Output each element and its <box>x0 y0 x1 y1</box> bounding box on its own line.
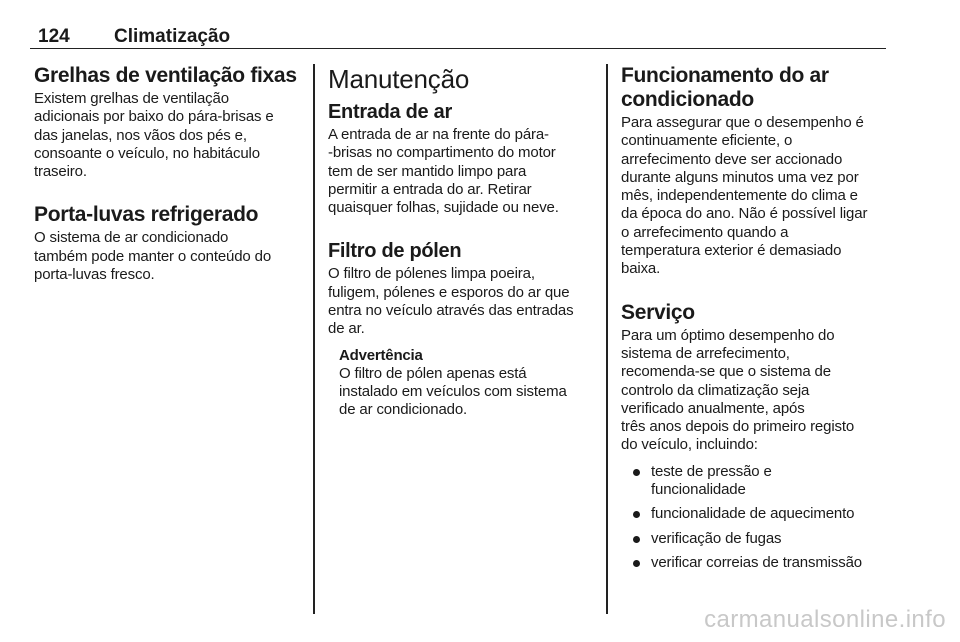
column-3 <box>621 64 891 578</box>
bullet-icon <box>633 511 640 518</box>
list-item: teste de pressão e funcionalidade <box>621 463 891 500</box>
warning-text: O filtro de pólen apenas está instalado em veículos com sistema de ar condicionado. <box>339 364 567 419</box>
heading-funcionamento: Funcionamento do ar condicionado <box>621 64 829 111</box>
list-item: verificação de fugas <box>621 530 891 548</box>
paragraph-filtro-de-polen: O filtro de pólenes limpa poeira, fuligem, pólenes e esporos do ar que entra no veículo através das entradas de ar. <box>328 265 574 338</box>
column-2 <box>328 64 594 420</box>
column-divider-2 <box>606 64 608 614</box>
section-title: Climatização <box>114 26 231 47</box>
heading-manutencao: Manutenção <box>328 64 470 94</box>
heading-servico: Serviço <box>621 300 695 324</box>
bullet-icon <box>633 560 640 567</box>
paragraph-entrada-de-ar: A entrada de ar na frente do pára- -brisas no compartimento do motor tem de ser mantido limpo para permitir a entrada do ar. Retirar quaisquer folhas, sujidade ou neve. <box>328 126 559 217</box>
watermark: carmanualsonline.info <box>704 606 946 633</box>
column-divider-1 <box>313 64 315 614</box>
heading-porta-luvas: Porta-luvas refrigerado <box>34 203 259 227</box>
heading-grelhas: Grelhas de ventilação fixas <box>34 64 297 87</box>
heading-filtro-de-polen: Filtro de pólen <box>328 240 462 263</box>
warning-note <box>339 347 594 420</box>
heading-entrada-de-ar: Entrada de ar <box>328 101 452 123</box>
list-item: verificar correias de transmissão <box>621 554 891 572</box>
warning-title: Advertência <box>339 346 423 364</box>
paragraph-grelhas: Existem grelhas de ventilação adicionais por baixo do pára-brisas e das janelas, nos vãos dos pés e, consoante o veículo, no habitáculo traseiro. <box>34 90 274 181</box>
service-list <box>621 463 891 572</box>
bullet-icon <box>633 469 640 476</box>
list-item: funcionalidade de aquecimento <box>621 505 891 523</box>
paragraph-porta-luvas: O sistema de ar condicionado também pode manter o conteúdo do porta-luvas fresco. <box>34 229 272 284</box>
bullet-icon <box>633 536 640 543</box>
page-header <box>30 24 886 49</box>
page-number: 124 <box>38 26 70 47</box>
column-1 <box>34 64 302 284</box>
paragraph-servico: Para um óptimo desempenho do sistema de arrefecimento, recomenda-se que o sistema de controlo da climatização seja verificado anualmente, após três anos depois do primeiro registo do veículo, incluindo: <box>621 326 855 454</box>
paragraph-funcionamento: Para assegurar que o desempenho é continuamente eficiente, o arrefecimento deve ser accionado durante alguns minutos uma vez por mês, independentemente do clima e da época do ano. Não é possível ligar o arrefecimento quando a temperatura exterior é demasiado baixa. <box>621 114 868 278</box>
